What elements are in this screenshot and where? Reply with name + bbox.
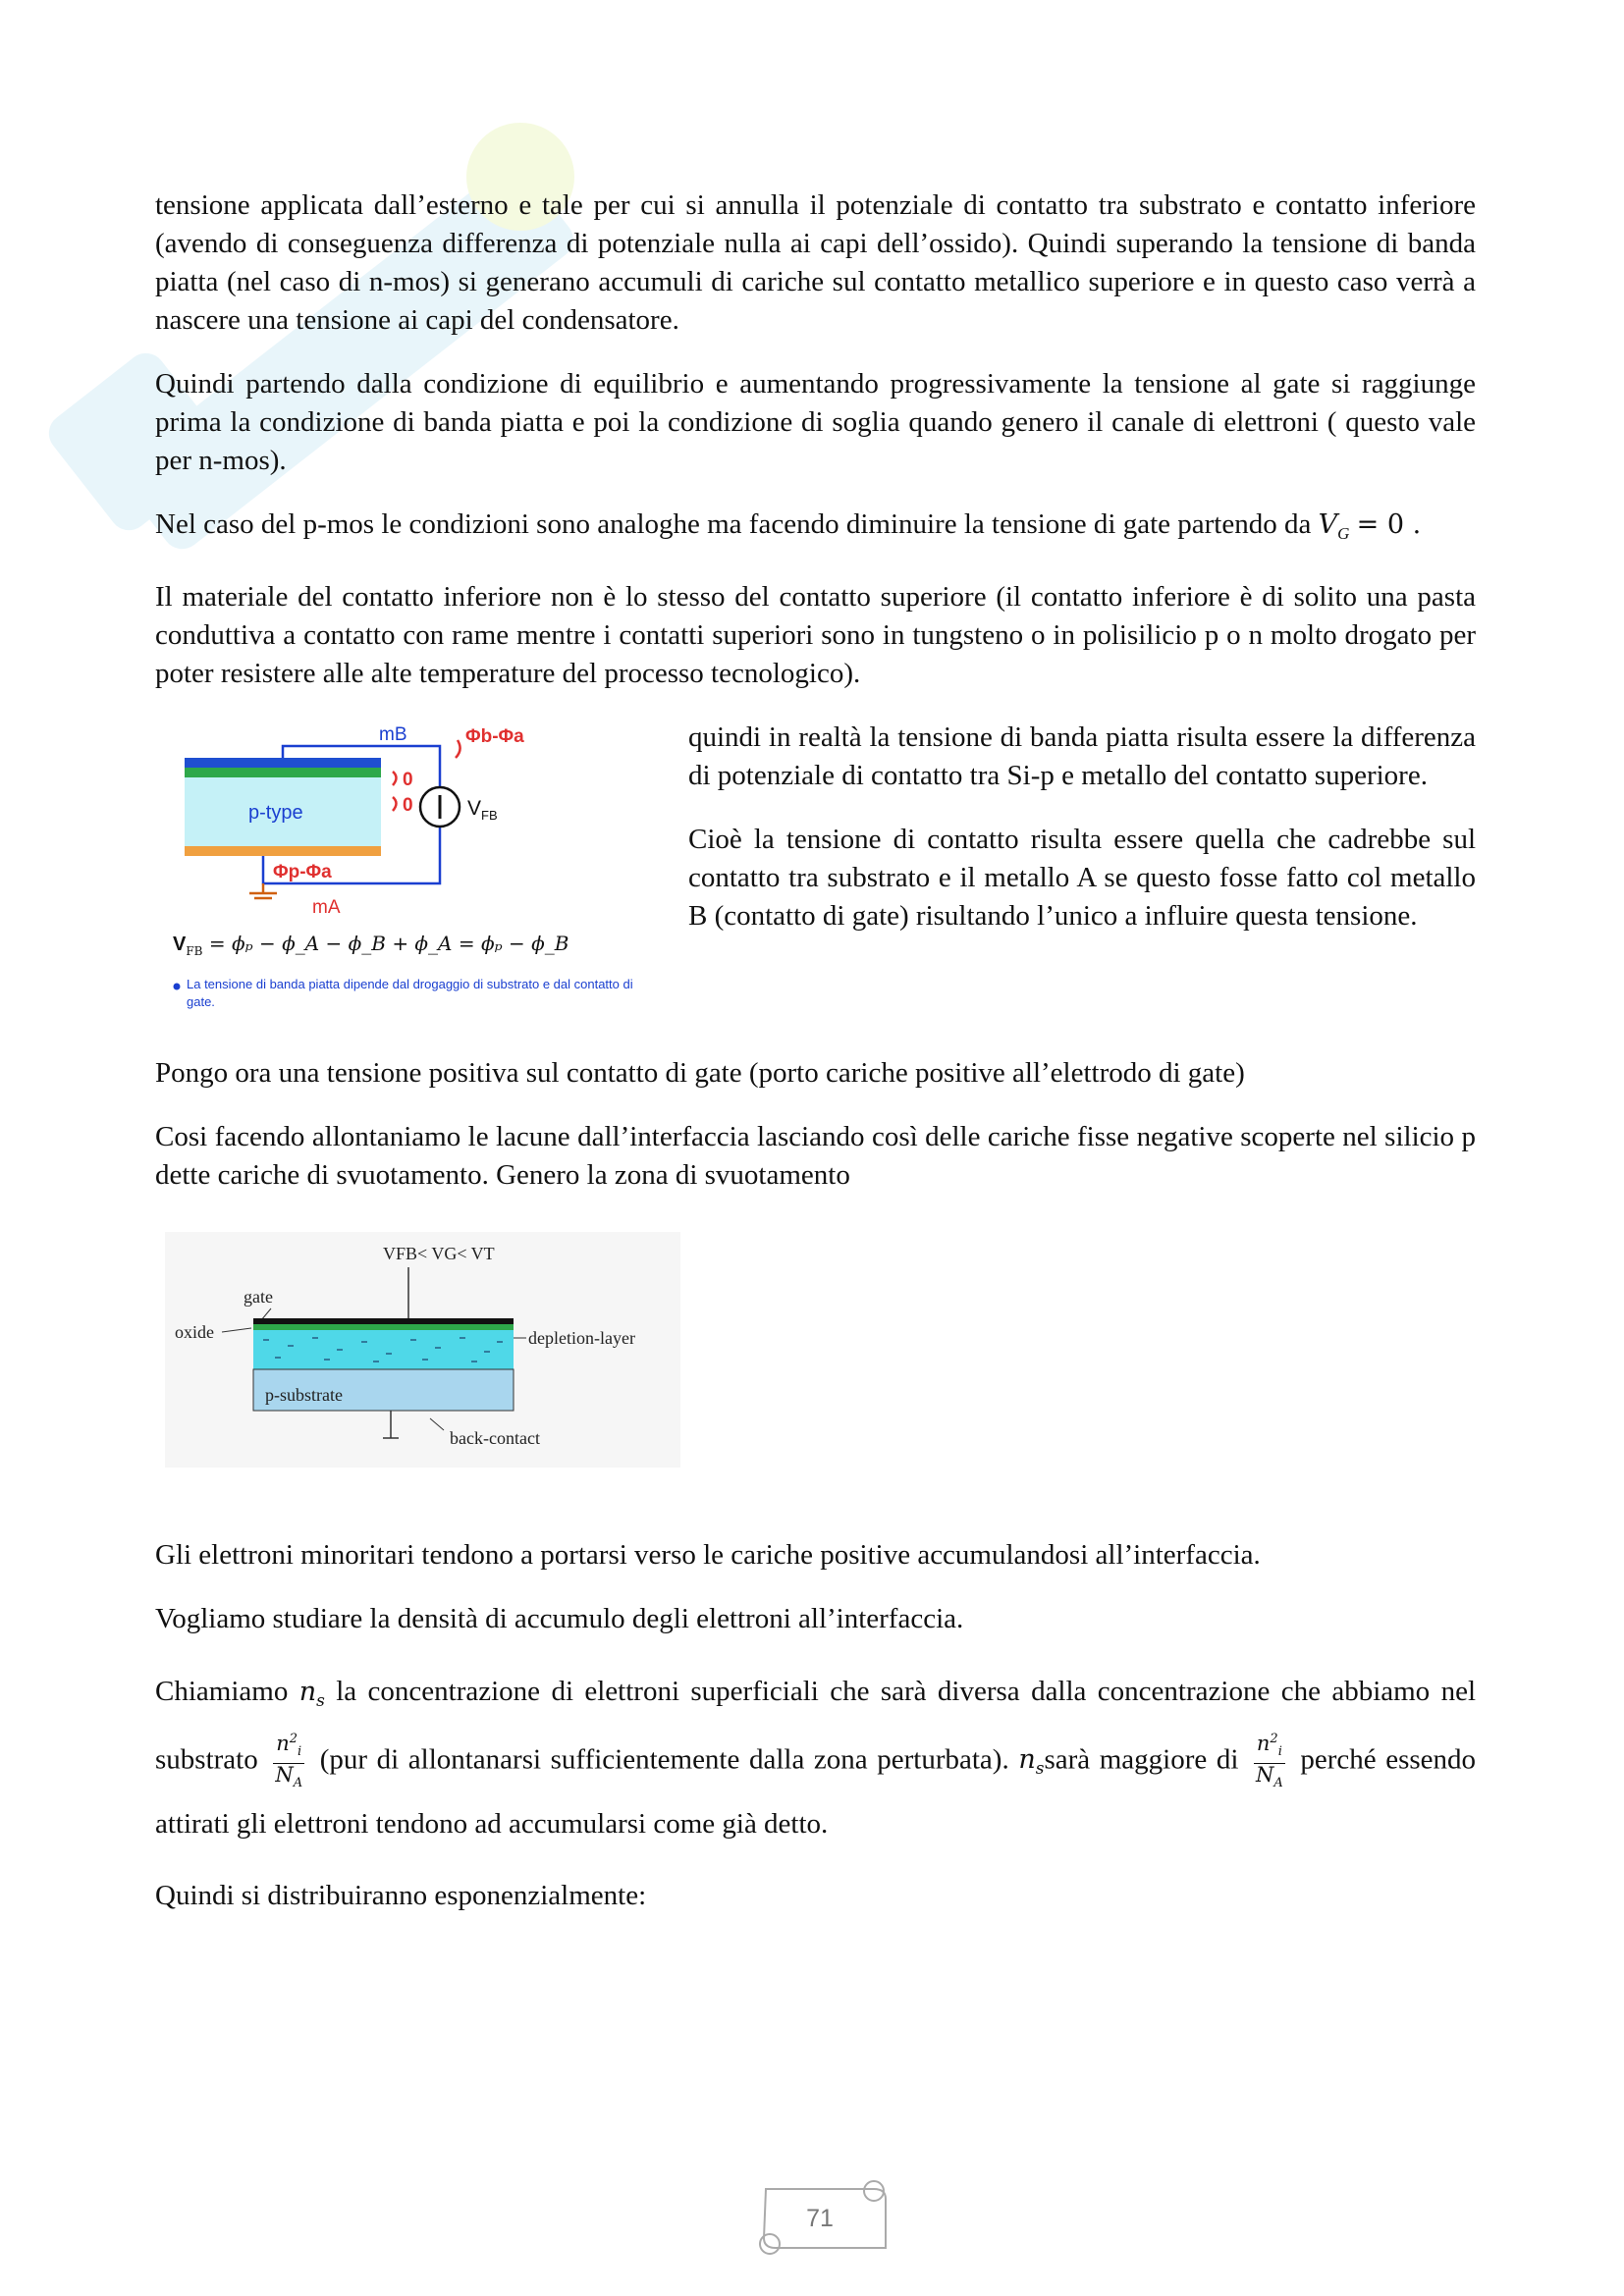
arrow-zero-bottom-icon	[393, 797, 397, 811]
label-oxide: oxide	[175, 1322, 214, 1342]
ni2-over-na-fraction-2: $\frac{n^2_i}{N_A}$	[1254, 1729, 1285, 1794]
arrow-phi-b-icon	[456, 740, 460, 758]
vg-equation: = 0 .	[1356, 509, 1422, 540]
paragraph-11-c: (pur di allontanarsi sufficientemente dalla zona perturbata).	[319, 1743, 1009, 1776]
main-content	[155, 187, 1476, 1941]
paragraph-11-e: perché essendo attirati gli elettroni tendono ad accumularsi come già detto.	[155, 1743, 1477, 1841]
paragraph-9: Gli elettroni minoritari tendono a portarsi verso le cariche positive accumulandosi all’interfaccia.	[155, 1539, 1261, 1571]
paragraph-11-b: la concentrazione di elettroni superficiali che sarà diversa dalla concentrazione che abbiamo nel substrato	[155, 1676, 1477, 1776]
oxide-layer-2	[253, 1324, 514, 1330]
flatband-explanation	[688, 719, 1476, 961]
label-phi-p-a: Φp-Φa	[273, 862, 332, 882]
label-depletion: depletion-layer	[528, 1328, 635, 1348]
label-mA: mA	[312, 897, 341, 918]
label-substrate: p-substrate	[265, 1385, 343, 1405]
paragraph-11-d: sarà maggiore di	[1044, 1743, 1239, 1776]
paragraph-3	[155, 506, 1476, 553]
bottom-contact-layer	[185, 846, 381, 856]
ns-variable-2: $n_s$	[1018, 1744, 1045, 1780]
paragraph-10: Vogliamo studiare la densità di accumulo degli elettroni all’interfaccia.	[155, 1603, 964, 1634]
vg-subscript: G	[1337, 524, 1350, 543]
note-bullet-icon	[174, 984, 181, 990]
label-vfb: $V_{FB}$	[467, 797, 498, 823]
ni2-over-na-fraction-1: $\frac{n^2_i}{N_A}$	[273, 1729, 304, 1794]
flatband-voltage-diagram	[155, 719, 666, 1023]
paragraph-7: Pongo ora una tensione positiva sul contatto di gate (porto cariche positive all’elettrodo di gate)	[155, 1057, 1245, 1089]
paragraph-2: Quindi partendo dalla condizione di equilibrio e aumentando progressivamente la tensione al gate si raggiunge prima la condizione di banda piatta e poi la condizione di soglia quando genero il canale di elettroni ( questo vale per n-mos).	[155, 368, 1476, 476]
paragraph-11-a: Chiamiamo	[155, 1676, 289, 1707]
paragraph-12: Quindi si distribuiranno esponenzialmente:	[155, 1880, 647, 1912]
arrow-zero-top-icon	[393, 772, 397, 785]
gate-metal-layer	[185, 758, 381, 768]
depletion-diagram	[165, 1232, 680, 1468]
ns-variable-1: $n_s$	[298, 1677, 325, 1711]
paragraph-11	[155, 1664, 1476, 1851]
gate-layer	[253, 1318, 514, 1324]
label-condition: VFB< VG< VT	[383, 1244, 495, 1263]
vg-variable: V	[1318, 509, 1338, 540]
flatband-note-container	[187, 976, 648, 1019]
oxide-layer	[185, 768, 381, 777]
paragraph-4: Il materiale del contatto inferiore non è lo stesso del contatto superiore (il contatto inferiore è di solito una pasta conduttiva a contatto con rame mentre i contatti superiori sono in tungsteno o in polisilicio p o n molto drogato per poter resistere alle alte temperature del processo tecnologico).	[155, 581, 1476, 689]
paragraph-1: tensione applicata dall’esterno e tale per cui si annulla il potenziale di contatto tra substrato e contatto inferiore (avendo di conseguenza differenza di potenziale nulla ai capi dell’ossido). Quindi superando la tensione di banda piatta (nel caso di n-mos) si generano accumuli di cariche sul contatto metallico superiore e in questo caso verrà a nascere una tensione ai capi del condensatore.	[155, 189, 1476, 336]
label-zero-bottom: 0	[403, 795, 413, 816]
depletion-layer	[253, 1330, 514, 1369]
page-footer	[746, 2169, 893, 2268]
depletion-figure-wrapper	[155, 1232, 1476, 1477]
paragraph-5: quindi in realtà la tensione di banda piatta risulta essere la differenza di potenziale di contatto tra Si-p e metallo del contatto superiore.	[688, 721, 1476, 791]
flatband-note: La tensione di banda piatta dipende dal drogaggio di substrato e dal contatto di gate.	[187, 977, 633, 1009]
label-gate: gate	[244, 1287, 273, 1307]
paragraph-3-text: Nel caso del p-mos le condizioni sono analoghe ma facendo diminuire la tensione di gate partendo da	[155, 508, 1312, 540]
label-mB: mB	[379, 724, 407, 745]
label-zero-top: 0	[403, 770, 413, 790]
label-ptype: p-type	[248, 802, 303, 824]
paragraph-8: Cosi facendo allontaniamo le lacune dall’interfaccia lasciando così delle cariche fisse negative scoperte nel silicio p dette cariche di svuotamento. Genero la zona di svuotamento	[155, 1121, 1476, 1191]
flatband-formula: $V_{FB} = \phi_p$ − ϕ_A − ϕ_B + ϕ_A = ϕₚ − ϕ_B	[173, 932, 569, 958]
page-number: 71	[806, 2205, 834, 2232]
paragraph-6: Cioè la tensione di contatto risulta essere quella che cadrebbe sul contatto tra substrato e il metallo A se questo fosse fatto col metallo B (contatto di gate) risultando l’unico a influire questa tensione.	[688, 824, 1476, 932]
label-back-contact: back-contact	[450, 1428, 540, 1448]
flatband-section	[155, 719, 1476, 1033]
label-phi-b-a: Φb-Φa	[465, 726, 524, 747]
